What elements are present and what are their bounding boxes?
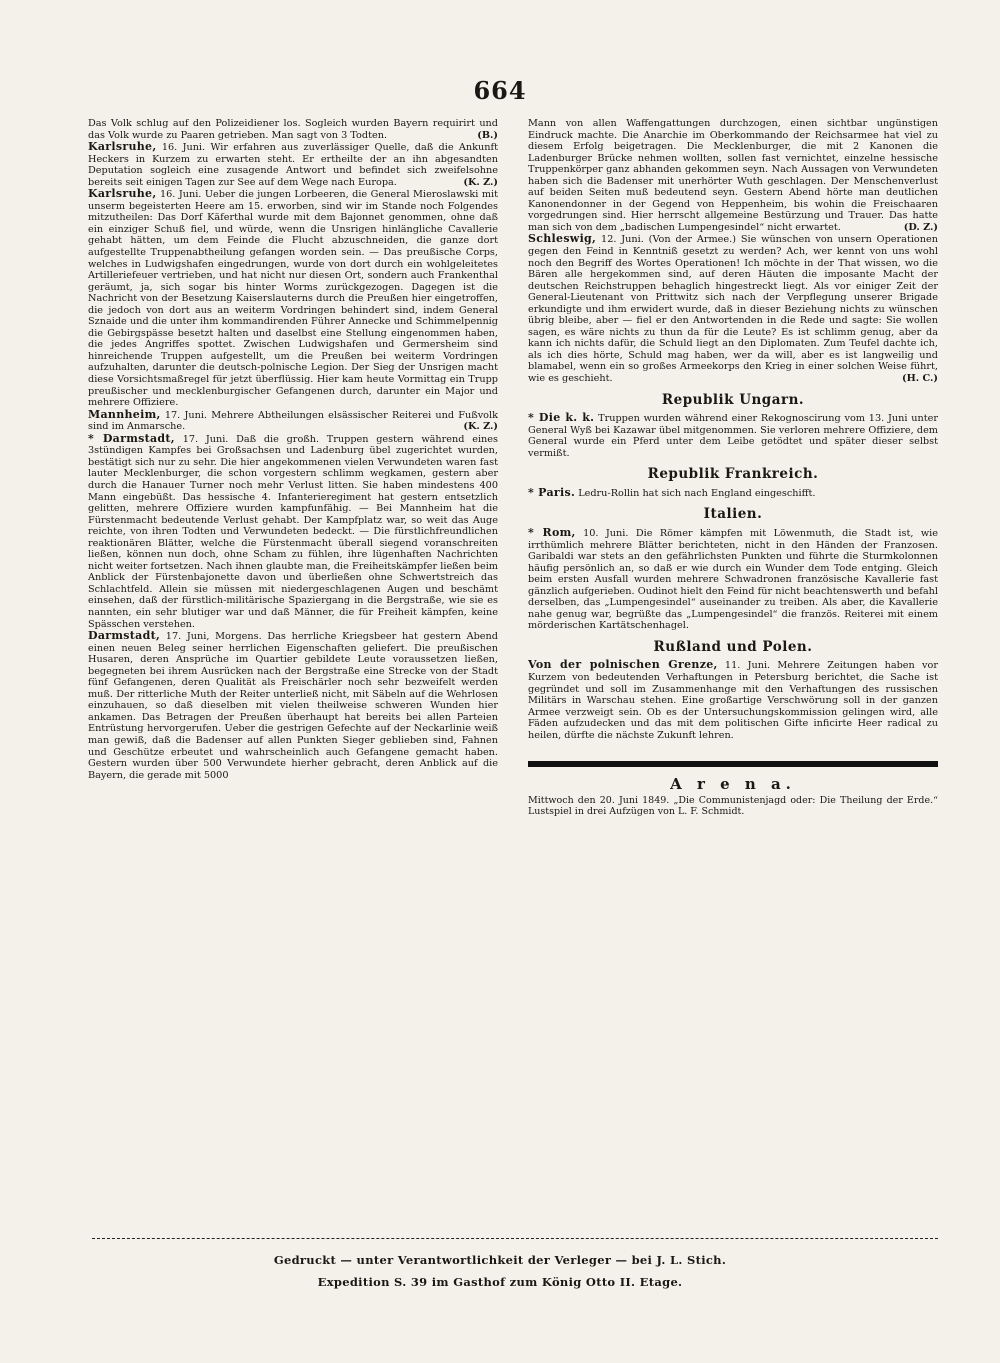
section-heading: Italien. [703, 506, 763, 523]
article-dateline: * Die k. k. [528, 411, 595, 425]
article-paragraph [88, 630, 498, 781]
footer-expedition-line: Expedition S. 39 im Gasthof zum König Otto II. Etage. [317, 1275, 683, 1289]
article-dateline: Von der polnischen Grenze, [528, 658, 718, 672]
article-dateline: Darmstadt, [88, 629, 161, 643]
left-column [88, 118, 498, 781]
article-text: 17. Juni. Daß die großh. Truppen gestern während eines 3stündigen Kampfes bei Großsachsen und Ladenburg übel zugerichtet wurden, bestätigt sich nur zu sehr. Die hier angekommenen vielen Verwundeten waren fast lauter Mecklenburger, die schon vorgestern schlimm wegkamen, gestern aber durch die Hanauer Turner noch mehr Verlust litten. Sie haben mindestens 400 Mann eingebüßt. Das hessische 4. Infanterieregiment hat gestern entsetzlich gelitten, mehrere Offiziere wurden kampfunfähig. — Bei Mannheim hat die Fürstenmacht bedeutende Verlust gehabt. Der Kampfplatz war, so weit das Auge reichte, von ihren Todten und Verwundeten bedeckt. — Die fürstlichfreundlichen reaktionären Blätter, welche die Fürstenmacht überall siegend voranschreiten ließen, können nun doch, ohne Scham zu fühlen, ihre lügenhaften Nachrichten nicht weiter fortsetzen. Nach ihnen glaubte man, die Freiheitskämpfer ließen beim Anblick der Fürstenbajonette davon und überließen ohne Schwertstreich das Schlachtfeld. Allein sie müssen mit niedergeschlagenen Augen und beschämt einsehen, daß der fürstlich-militärische Spaziergang in die Bergstraße, wie sie es nannten, ein sehr blutiger war und daß Männer, die für Freiheit kämpfen, keine Spässchen verstehen. [88, 433, 498, 630]
article-dateline: Mannheim, [88, 407, 161, 421]
article-paragraph [88, 409, 498, 433]
article-source: (K. Z.) [463, 421, 498, 433]
section-divider [528, 761, 938, 767]
footer-printer-line: Gedruckt — unter Verantwortlichkeit der Verleger — bei J. L. Stich. [273, 1253, 727, 1267]
article-text: Das Volk schlug auf den Polizeidiener los. Sogleich wurden Bayern requirirt und das Volk wurde zu Paaren getrieben. Man sagt von 3 Todten. [88, 118, 498, 141]
page-number: 664 [473, 76, 527, 105]
arena-heading: A r e n a. [670, 775, 796, 794]
article-dateline: * Paris. [528, 485, 576, 499]
article-dateline: Karlsruhe, [88, 187, 157, 201]
article-dateline: Karlsruhe, [88, 140, 157, 154]
article-source: (D. Z.) [903, 221, 938, 233]
article-paragraph [88, 433, 498, 630]
article-text: Truppen wurden während einer Rekognoscirung vom 13. Juni unter General Wyß bei Kazawar übel mitgenommen. Sie verloren mehrere Offiziere, dem General wurde ein Pferd unter dem Leibe getödtet und später dieser selbst vermißt. [528, 413, 938, 459]
article-text: 16. Juni. Wir erfahren aus zuverlässiger Quelle, daß die Ankunft Heckers in Kurzem zu erwarten steht. Er ertheilte der an ihn abgesandten Deputation sogleich eine zusagende Antwort und befindet sich zweifelsohne bereits seit einigen Tagen zur See auf dem Wege nach Europa. [88, 142, 498, 188]
article-text: Ledru-Rollin hat sich nach England eingeschifft. [578, 487, 816, 499]
right-column [528, 118, 938, 818]
section-paragraph [528, 412, 938, 459]
article-text: 17. Juni. Mehrere Abtheilungen elsässischer Reiterei und Fußvolk sind im Anmarsche. [88, 409, 498, 433]
article-dateline: Schleswig, [528, 232, 597, 246]
article-text: 10. Juni. Die Römer kämpfen mit Löwenmuth, die Stadt ist, wie irrthümlich mehrere Blätter berichteten, nicht in den Händen der Franzosen. Garibaldi war stets an den gefährlichsten Punkten und führte die Sturmkolonnen häufig persönlich an, so daß er wie durch ein Wunder dem Tode entging. Gleich beim ersten Ausfall wurden mehrere Schwadronen französische Kavallerie fast gänzlich aufgerieben. Oudinot hielt den Feind für nicht beachtenswerth und befahl derselben, das „Lumpengesindel“ auseinander zu treiben. Als aber, die Kavallerie nahe genug war, begrüßte das „Lumpengesindel“ die französ. Reiterei mit einem mörderischen Kartätschenhagel. [528, 527, 938, 632]
section-paragraph [528, 527, 938, 632]
article-paragraph [88, 188, 498, 408]
section-heading: Rußland und Polen. [653, 638, 813, 655]
article-dateline: * Darmstadt, [88, 431, 175, 445]
article-paragraph [88, 141, 498, 188]
article-text: 16. Juni. Ueber die jungen Lorbeeren, die General Mieroslawski mit unserm begeisterten Heere am 15. erworben, sind wir im Stande noch Folgendes mitzutheilen: Das Dorf Käferthal wurde mit dem Bajonnet genommen, ohne daß ein einziger Schuß fiel, und würde, wenn die Unsrigen hinlängliche Cavallerie gehabt hätten, um dem Feinde die Flucht abzuschneiden, die ganze dort aufgestellte Truppenabtheilung gefangen worden sein. — Das preußische Corps, welches in Ludwigshafen eingedrungen, wurde von dort durch ein wohlgeleitetes Artilleriefeuer vertrieben, und hat nicht nur diesen Ort, sondern auch Frankenthal geräumt, ja, sich sogar bis hinter Worms zurückgezogen. Dagegen ist die Nachricht von der Besetzung Kaiserslauterns durch die Preußen hier eingetroffen, die jedoch von dort aus an weiterm Vordringen behindert sind, indem General Sznaide und die unter ihm kommandirenden Führer Annecke und Schimmelpennig die Gebirgspässe besetzt halten und daselbst eine Stellung eingenommen haben, die jedes Angriffes spottet. Zwischen Ludwigshafen und Germersheim sind hinreichende Truppen aufgestellt, um die Preußen bei weiterm Vordringen aufzuhalten, darunter die deutsch-polnische Legion. Der Sieg der Unsrigen macht diese Vorsichtsmaßregel für jetzt überflüssig. Hier kam heute Vormittag ein Trupp preußischer und mecklenburgischer Gefangenen durch, darunter ein Major und mehrere Offiziere. [88, 189, 498, 409]
section-paragraph [528, 487, 938, 500]
article-source: (H. C.) [902, 373, 938, 385]
article-paragraph [528, 118, 938, 233]
arena-announcement: Mittwoch den 20. Juni 1849. „Die Communistenjagd oder: Die Theilung der Erde.“ Lustspiel in drei Aufzügen von L. F. Schmidt. [528, 794, 938, 818]
article-paragraph [528, 233, 938, 384]
article-source: (K. Z.) [463, 176, 498, 188]
article-text: 17. Juni, Morgens. Das herrliche Kriegsbeer hat gestern Abend einen neuen Beleg seiner herrlichen Eigenschaften geliefert. Die preußischen Husaren, deren Ansprüche im Quartier gebildete Leute voraussetzen ließen, begegneten bei ihrem Ausrücken nach der Bergstraße eine Strecke von der Stadt fünf Gefangenen, deren Qualität als Freischärler noch sehr bezweifelt werden muß. Der ritterliche Muth der Reiter unterließ nicht, mit Säbeln auf die Wehrlosen einzuhauen, so daß dieselben mit vielen theilweise schweren Wunden hier ankamen. Das Betragen der Preußen überhaupt hat bereits bei allen Parteien Entrüstung hervorgerufen. Ueber die gestrigen Gefechte auf der Neckarlinie weiß man gewiß, daß die Badenser auf allen Punkten Sieger geblieben sind, Fahnen und Geschütze erbeutet und wahrscheinlich auch Gefangene gemacht haben. Gestern wurden über 500 Verwundete hierher gebracht, deren Anblick auf die Bayern, die gerade mit 5000 [88, 631, 498, 781]
article-text: 11. Juni. Mehrere Zeitungen haben vor Kurzem von bedeutenden Verhaftungen in Petersburg berichtet, die Sache ist gegründet und soll im Zusammenhange mit den Verhaftungen des russischen Militärs in Warschau stehen. Eine großartige Verschwörung soll in der ganzen Armee verzweigt sein. Ob es der Untersuchungskommission gelingen wird, alle Fäden aufzudecken und das mit dem politischen Gifte inficirte Heer radical zu heilen, dürfte die nächste Zukunft lehren. [528, 660, 938, 741]
article-source: (B.) [477, 129, 498, 141]
article-text: Mann von allen Waffengattungen durchzogen, einen sichtbar ungünstigen Eindruck machte. Die Anarchie im Oberkommando der Reichsarmee hat viel zu diesem Erfolg beigetragen. Die Mecklenburger, die mit 2 Kanonen die Ladenburger Brücke nehmen wollten, sollen fast vernichtet, einzelne hessische Truppenkörper ganz abhanden gekommen seyn. Nach Aussagen von Verwundeten haben sich die Badenser mit unerhörter Wuth geschlagen. Der Menschenverlust auf beiden Seiten muß bedeutend seyn. Gestern Abend hörte man deutlichen Kanonendonner in der Gegend von Heppenheim, bis wohin die Freischaaren vorgedrungen sind. Hier herrscht allgemeine Bestürzung und Trauer. Das hatte man sich von dem „badischen Lumpengesindel“ nicht erwartet. [528, 118, 938, 233]
article-paragraph [88, 118, 498, 141]
footer-divider [92, 1238, 938, 1239]
section-paragraph [528, 659, 938, 741]
section-heading: Republik Ungarn. [661, 391, 805, 408]
article-dateline: * Rom, [528, 525, 576, 539]
article-text: 12. Juni. (Von der Armee.) Sie wünschen von unsern Operationen gegen den Feind in Kenntniß gesetzt zu werden? Ach, wer kennt von uns wohl noch den Begriff des Wortes Operationen! Ich möchte in der That wissen, wo die Bären alle hergekommen sind, auf deren Häuten die imposante Macht der deutschen Reichstruppen behaglich hingestreckt liegt. Als vor einiger Zeit der General-Lieutenant von Prittwitz sich nach der Verpflegung unserer Brigade erkundigte und ihm erwidert wurde, daß in dieser Beziehung nichts zu wünschen übrig bleibe, aber — fiel er den Antwortenden in die Rede und sagte: Sie wollen sagen, es wäre nichts zu thun da für die Leute? Es ist schlimm genug, aber da kann ich nichts dafür, die Schuld liegt an den Diplomaten. Zum Teufel dachte ich, als ich dies hörte, Schuld mag haben, wer da will, aber es ist langweilig und blamabel, wenn ein so großes Armeekorps den Krieg in einer solchen Weise führt, wie es geschieht. [528, 234, 938, 385]
section-heading: Republik Frankreich. [647, 466, 819, 483]
